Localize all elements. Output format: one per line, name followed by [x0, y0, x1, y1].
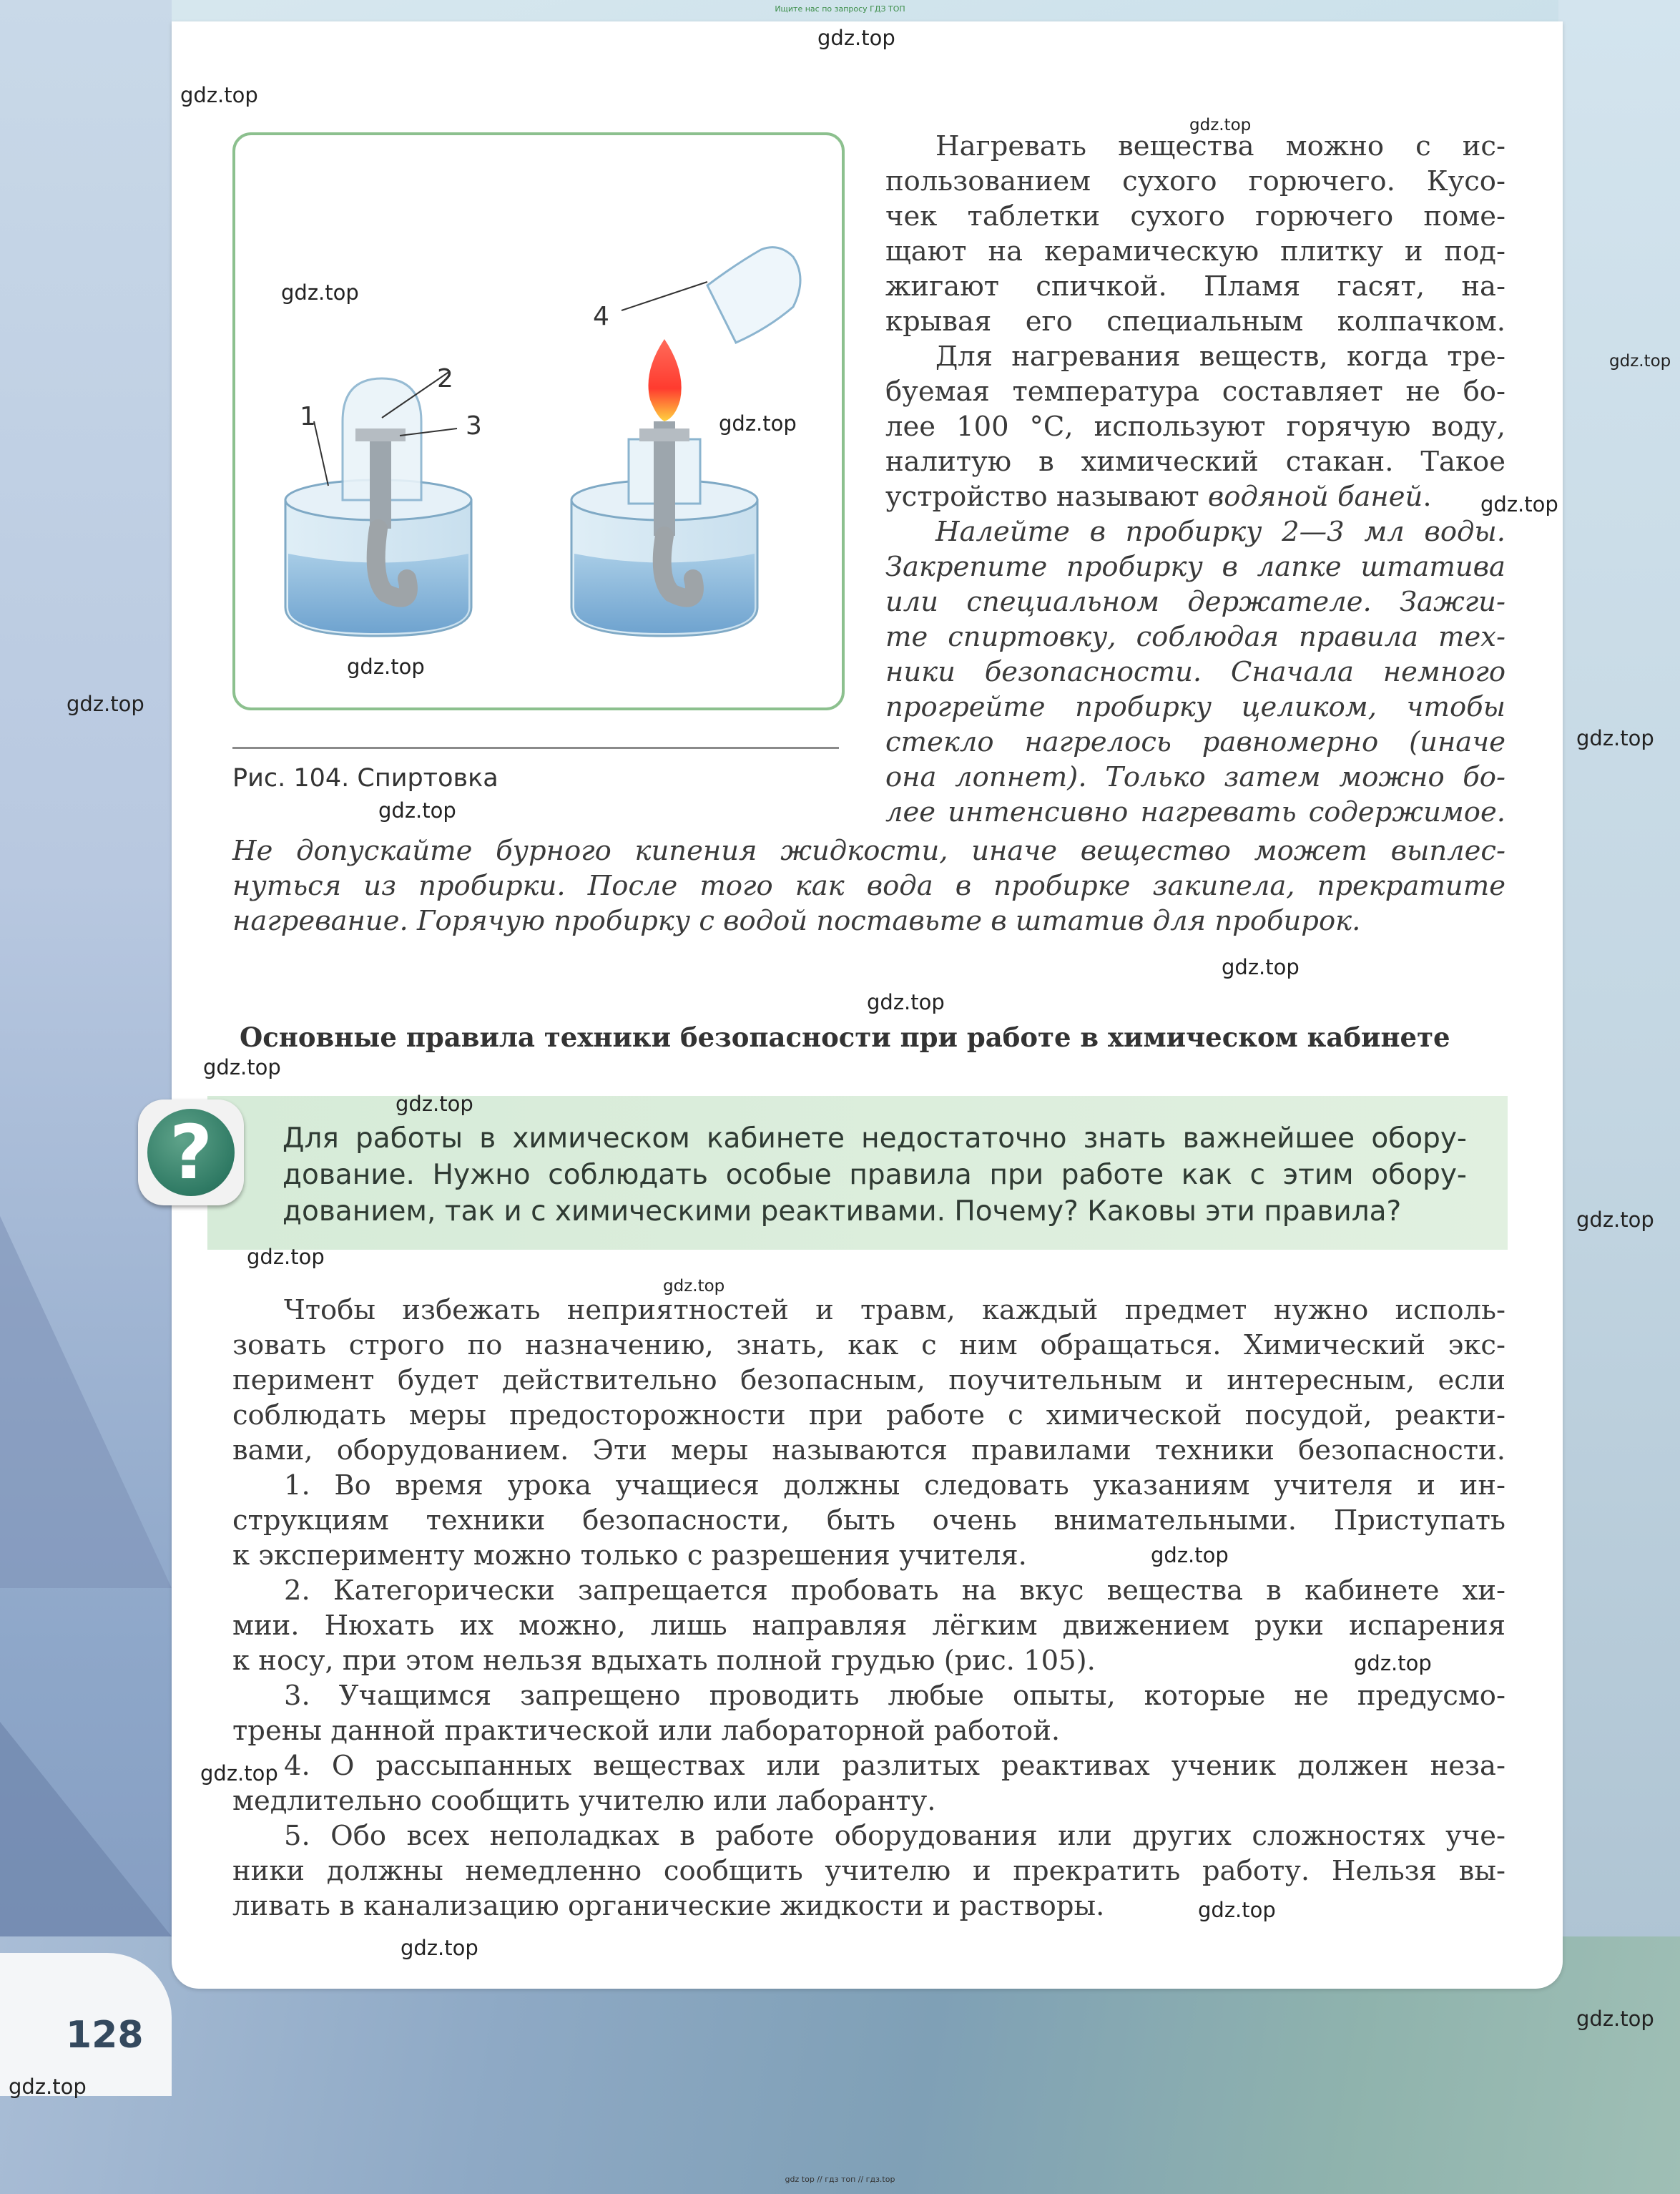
watermark: gdz.top [396, 1092, 473, 1116]
text-line: лее 100 °С, используют горячую воду, [885, 411, 1505, 443]
figure-divider [232, 747, 839, 749]
text-line: налитую в химический стакан. Такое [885, 446, 1505, 478]
text-line: нагревание. Горячую пробирку с водой поставьте в штатив для пробирок. [232, 905, 1361, 937]
background-shape [0, 1216, 172, 1588]
text-line: она лопнет). Только затем можно бо- [885, 761, 1505, 793]
text-line: крывая его специальным колпачком. [885, 305, 1505, 338]
watermark: gdz.top [9, 2075, 87, 2099]
watermark: gdz.top [1151, 1543, 1229, 1567]
text-line [885, 479, 1505, 514]
watermark: gdz.top [719, 411, 797, 436]
text-line: чек таблетки сухого горючего поме- [885, 200, 1505, 232]
text-line: нуться из пробирки. После того как вода в пробирке закипела, прекратите [232, 870, 1505, 902]
text-line: к эксперименту можно только с разрешения учителя. [232, 1539, 1027, 1572]
text-fragment: устройство называют [885, 481, 1208, 513]
watermark: gdz.top [281, 280, 359, 305]
watermark: gdz.top [1354, 1651, 1432, 1675]
text-line: зовать строго по назначению, знать, как с ним обращаться. Химический экс- [232, 1329, 1505, 1361]
text-line: Чтобы избежать неприятностей и травм, каждый предмет нужно исполь- [284, 1294, 1505, 1326]
text-line: прогрейте пробирку целиком, чтобы [885, 691, 1505, 723]
text-line: струкциям техники безопасности, быть очень внимательными. Приступать [232, 1504, 1505, 1537]
label-2: 2 [437, 364, 453, 393]
text-line: медлительно сообщить учителю или лаборанту. [232, 1785, 936, 1817]
text-line: те спиртовку, соблюдая правила тех- [885, 621, 1505, 653]
flame-icon [649, 339, 682, 421]
text-line: соблюдать меры предосторожности при работе с химической посудой, реакти- [232, 1399, 1505, 1431]
text-line: ники безопасности. Сначала немного [885, 656, 1505, 688]
text-fragment: . [1423, 481, 1432, 513]
watermark: gdz.top [347, 655, 425, 679]
watermark: gdz.top [401, 1936, 478, 1960]
label-1: 1 [300, 402, 316, 431]
watermark: gdz.top [67, 692, 144, 716]
experiment-continuation [232, 833, 1505, 939]
watermark: gdz.top [817, 26, 895, 50]
text-line: дованием, так и с химическими реактивами. Почему? Каковы эти правила? [283, 1195, 1402, 1228]
text-line: 3. Учащимся запрещено проводить любые опыты, которые не предусмо- [284, 1680, 1505, 1712]
watermark: gdz.top [1576, 1208, 1654, 1232]
text-line: 1. Во время урока учащиеся должны следовать указаниям учителя и ин- [284, 1469, 1505, 1502]
text-line: вами, оборудованием. Эти меры называются правилами техники безопасности. [232, 1434, 1505, 1466]
text-line: буемая температура составляет не бо- [885, 376, 1505, 408]
watermark: gdz.top [1576, 2007, 1654, 2031]
watermark: gdz.top [200, 1761, 278, 1786]
spirit-lamp-lit [571, 248, 800, 636]
lamp-cap [707, 248, 800, 343]
text-line: Закрепите пробирку в лапке штатива [885, 551, 1505, 583]
text-line: пользованием сухого горючего. Кусо- [885, 165, 1505, 197]
bottom-note: gdz top // гдз топ // гдз.top [785, 2175, 895, 2184]
text-line: Не допускайте бурного кипения жидкости, иначе вещество может выплес- [232, 835, 1505, 867]
watermark: gdz.top [1480, 492, 1558, 516]
text-line: Для работы в химическом кабинете недостаточно знать важнейшее обору- [283, 1122, 1467, 1155]
page-number: 128 [66, 2014, 144, 2057]
watermark: gdz.top [378, 798, 456, 823]
watermark: gdz.top [203, 1055, 281, 1079]
text-line: ливать в канализацию органические жидкости и растворы. [232, 1890, 1105, 1922]
watermark: gdz.top [663, 1277, 725, 1296]
right-column-text [885, 129, 1505, 830]
text-line: жигают спичкой. Пламя гасят, на- [885, 270, 1505, 303]
watermark: gdz.top [867, 990, 945, 1014]
watermark: gdz.top [180, 83, 258, 107]
text-line: 2. Категорически запрещается пробовать на вкус вещества в кабинете хи- [284, 1575, 1505, 1607]
background-shape [0, 1722, 172, 1936]
text-line: лее интенсивно нагревать содержимое. [885, 796, 1505, 828]
text-line: Нагревать вещества можно с ис- [935, 130, 1505, 162]
figure-caption: Рис. 104. Спиртовка [232, 764, 498, 793]
background-right [1558, 0, 1680, 2194]
text-line: Для нагревания веществ, когда тре- [935, 341, 1505, 373]
label-4: 4 [593, 302, 609, 331]
question-text [283, 1120, 1467, 1230]
text-line: трены данной практической или лабораторной работой. [232, 1715, 1061, 1747]
text-line: мии. Нюхать их можно, лишь направляя лёгким движением руки испарения [232, 1610, 1505, 1642]
watermark: gdz.top [1189, 116, 1252, 134]
watermark: gdz.top [1576, 726, 1654, 750]
rules-text [232, 1293, 1505, 1924]
term-water-bath: водяной баней [1207, 481, 1423, 513]
section-title: Основные правила техники безопасности при работе в химическом кабинете [240, 1022, 1450, 1053]
watermark: gdz.top [1609, 352, 1671, 371]
text-line: 4. О рассыпанных веществах или разлитых реактивах ученик должен неза- [284, 1750, 1505, 1782]
text-line: щают на керамическую плитку и под- [885, 235, 1505, 268]
text-line: Налейте в пробирку 2—3 мл воды. [935, 516, 1505, 548]
text-line: перимент будет действительно безопасным, поучительным и интересным, если [232, 1364, 1505, 1396]
text-line: стекло нагрелось равномерно (иначе [885, 726, 1505, 758]
text-line: или специальном держателе. Зажги- [885, 586, 1505, 618]
question-mark: ? [169, 1109, 213, 1196]
watermark: gdz.top [1222, 955, 1300, 979]
question-icon [138, 1100, 244, 1205]
spirit-lamp-capped [285, 364, 482, 636]
watermark: gdz.top [247, 1245, 325, 1269]
text-line: к носу, при этом нельзя вдыхать полной грудью (рис. 105). [232, 1645, 1096, 1677]
text-line: дование. Нужно соблюдать особые правила при работе как с этим обору- [283, 1159, 1467, 1191]
text-line: ники должны немедленно сообщить учителю и прекратить работу. Нельзя вы- [232, 1855, 1505, 1887]
text-line: 5. Обо всех неполадках в работе оборудования или других сложностях уче- [284, 1820, 1505, 1852]
top-note: Ищите нас по запросу ГДЗ ТОП [775, 4, 905, 14]
label-3: 3 [466, 411, 482, 441]
watermark: gdz.top [1198, 1898, 1276, 1922]
